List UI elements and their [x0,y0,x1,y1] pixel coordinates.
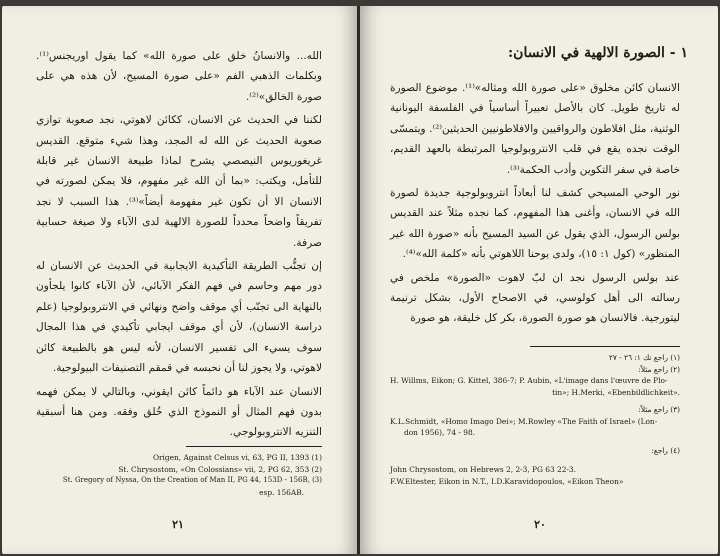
footnote: esp. 156AB. [259,487,304,497]
footnote-rule [530,346,680,347]
footnote: (١) راجع تك ١: ٢٦ - ٢٧ [608,353,680,362]
footnote-label: (٤) راجع: [651,445,680,455]
paragraph: الانسان عند الآباء هو دائماً كائن ايقوني، وبالتالي لا يمكن فهمه بدون فهم المثال أو النموذج الذي خُلق وفقه. ومن هنا أسبقية التنزيه الانتروبولوجي. [36,385,322,439]
paragraph: الله... والانسانُ خلق على صورة الله» كما يقول اوريجنس⁽¹⁾. وبكلمات الذهبي الفم «على صورة المسيح، لأن هذه هي على صورة الخالق»⁽²⁾. [36,50,322,103]
footnote: tin»; H.Merki, «Ebenbildlichkeit». [552,387,680,397]
left-page-body [36,46,322,446]
footnote-label: (٣) راجع مثلاً: [638,405,680,414]
paragraph: نور الوحي المسيحي كشف لنا أبعاداً انتروبولوجية جديدة لصورة الله في الانسان، وأغنى هذا المفهوم، كما نجده مثلاً عند القديس بولس الرسول، الذي يقول عن السيد المسيح بأنه «صورة الله غير المنظور» (كول ١: ١٥)، ولدى يوحنا اللاهوتي بأنه «كلمة الله»⁽⁴⁾. [390,187,680,261]
paragraph: إن تجنُّب الطريقة التأكيدية الايجابية في الحديث عن الانسان له دور مهم وحاسم في فهم الفكر الآبائي، لأن الآباء كانوا يلجأون بالنهاية الى تجنّب أي موقف واضح ونهائي في الانتروبولوجيا (علم دراسة الانسان)، لأن أي موقف ايجابي تأكيدي في هذا المجال سوف يسيء الى تفسير الانسان، لأنه ليس هو بالطبيعة كائن لاهوتي، ولا يجوز لنا أن نحبسه في قمقم التصنيفات البيولوجية. [36,260,322,375]
footnotes [390,352,680,487]
right-page-body [390,78,680,332]
footnote: F.W.Eltester, Eikon in N.T., I.D.Karavidopoulos, «Eikon Theon» [390,476,624,486]
footnote: H. Willms, Eikon; G. Kittel, 386-7; P. Aubin, «L'image dans l'œuvre de Plo- [390,376,668,385]
right-page [360,6,718,554]
paragraph: الانسان كائن مخلوق «على صورة الله ومثاله»⁽¹⁾. موضوع الصورة له تاريخ طويل. كان بالأصل تعبيراً أساسياً في الفلسفة اليونانية الوثنية، مثل افلاطون والرواقيين والافلاطونيين الحديثين⁽²⁾. ويتمسّى الوقت نجده يقع في قلب الانتروبولوجيا المرتبطة بالعهد القديم، خاصة في سفر التكوين وأدب الحكمة⁽³⁾. [390,82,680,176]
footnote: don 1956), 74 - 98. [404,428,476,437]
footnote: St. Chrysostom, «On Colossians» vii, 2, PG 62, 353 (2) [118,464,322,474]
footnote: John Chrysostom, on Hebrews 2, 2-3, PG 63 22-3. [390,465,576,474]
left-page [2,6,358,554]
page-number: ٢١ [172,518,184,531]
footnotes [36,452,322,498]
section-heading: ١ - الصورة الالهية في الانسان: [508,45,688,61]
page-number: ٢٠ [534,518,546,531]
footnote-rule [186,446,322,447]
paragraph: عند بولس الرسول نجد ان لبّ لاهوت «الصورة» ملخص في رسالته الى أهل كولوسي، في الاصحاح الأول، بشكل ترنيمة ليتورجية. فالانسان هو صورة الصورة، بكر كل خليقة، هو صورة [390,271,680,325]
paragraph: لكننا في الحديث عن الانسان، ككائن لاهوتي، نجد صعوبة توازي صعوبة الحديث عن الله له المجد، وهذا شيء متوقع. القديس غريغوريوس النيصصي يشرح لماذا طبيعة الانسان غير قابلة للتأمل، ويكتب: «بما أن الله غير مفهوم، فلا يمكن لصورته في الانسان الا أن تكون غير مفهومة أيضاً»⁽³⁾. هذا السبب لا نجد تفريقاً واضحاً محدداً للصورة الالهية لدى الآباء ولا صيغة حسابية صرفة. [36,114,323,249]
footnote: Origen, Against Celsus vi, 63, PG II, 1393 (1) [152,453,322,462]
footnote: St. Gregory of Nyssa, On the Creation of Man II, PG 44, 153D - 156B, (3) [62,476,322,484]
footnote-label: (٢) راجع مثلاً: [638,364,680,374]
footnote: K.L.Schmidt, «Homo Imago Dei»; M.Rowley «The Faith of Israel» (Lon- [390,416,658,426]
